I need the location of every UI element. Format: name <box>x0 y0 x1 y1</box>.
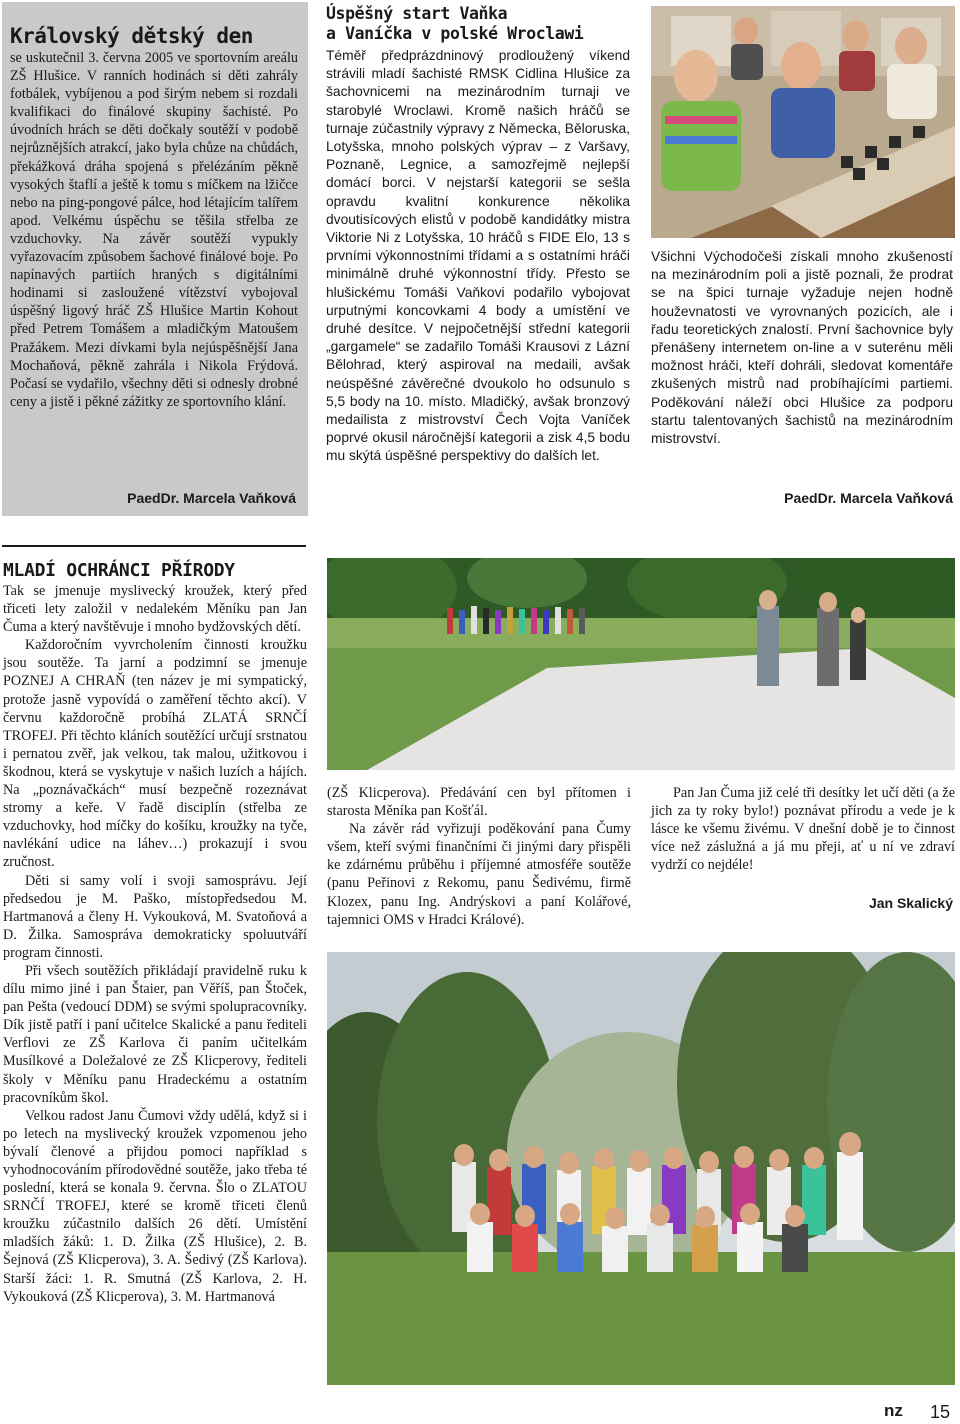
chess-photo-illustration <box>651 6 955 238</box>
article3-middle-paragraph-1: (ZŠ Klicperova). Předávání cen byl přítomen i starosta Měníka pan Košťál. <box>327 785 631 820</box>
article3-middle-paragraph-2: Na závěr rád vyřizuji poděkování pana Čumy všem, kteří svými finančními či jinými dary přispěli ke zdárnému průběhu i příjemné atmosféře soutěže (panu Peřinovi z Rekomu, panu Šedivému, firmě Klozex, panu Ing. Andrýskovi a paní Kolářové, tajemnici OMS v Hradci Králové). <box>327 821 631 928</box>
ceremony-photo-illustration <box>327 558 955 770</box>
article3-right-paragraph: Pan Jan Čuma již celé tři desítky let učí děti (a že jich za ty roky bylo!) poznávat přírodu a vede je k lásce ke všemu živému. V dnešní době je to činnost více než záslužná a já mu přeji, ať u ní ve zdraví vydrží co nejdéle! <box>651 785 955 874</box>
article2-body: Téměř předprázdninový prodloužený víkend strávili mladí šachisté RMSK Cidlina Hlušice za šachovnicemi na mezinárodním turnaji ve starobylé Wroclawi. Kromě našich hráčů se turnaje zúčastnily výpravy z Německa, Běloruska, Lotyšska, mnoho polských výprav – z Varšavy, Poznaně, Legnice, a samozřejmě nejlepší domácí borci. V nejstarší kategorii se sešla opravdu kvalitní konkurence několika dvoutisícových elistů v podobě kandidátky mistra Viktorie Ni z Lotyšska, 10 hráčů s FIDE Elo, 13 s prvními výkonnostními třídami a s ostatními hráči minimálně druhé výkonnostní třídy. Přesto se hlušickému Tomáši Vaňkovi podařilo vybojovat urputnými koncovkami 4 body a umístění ve druhé desítce. V nejpočetnější střední kategorii „gargamele“ se zadařilo Tomáši Krausovi z Lázní Bělohrad, který aspiroval na medaili, avšak neúspěšné závěrečné dvoukolo ho odsunulo s 5,5 body na 10. místo. Mladičký, avšak bronzový medailista z mistrovství Čech Vojta Vaníček poprvé okusil náročnější kategorii a zisk 4,5 bodu mu skýtá úspěšné perspektivy do dalších let. <box>326 48 630 464</box>
article3-paragraph-1: Tak se jmenuje myslivecký kroužek, který před třiceti lety založil v nedalekém Měníku pan Jan Čuma a který navštěvuje i mnoho bydžovských dětí. <box>3 583 307 636</box>
article2-title-line1: Úspěšný start Vaňka <box>326 4 508 23</box>
group-photo-illustration <box>327 952 955 1385</box>
section-divider <box>2 545 306 547</box>
article3-paragraph-5: Velkou radost Janu Čumovi vždy udělá, když si i po letech na myslivecký kroužek vzpomenou jeho bývalí členové a přijdou pomoci například s vyhodnocováním přírodovědné soutěže, jako třeba té poslední, která se konala 9. června. Šlo o ZLATOU SRNČÍ TROFEJ, které se kromě třiceti členů kroužku zúčastnilo dalších 26 dětí. Umístění mladších žáků: 1. D. Žilka (ZŠ Hlušice), 2. B. Šejnová (ZŠ Klicperova), 3. A. Šedivý (ZŠ Karlova). Starší žáci: 1. R. Smutná (ZŠ Karlova, 2. H. Vykouková (ZŠ Klicperova), 3. M. Hartmanová <box>3 1107 307 1305</box>
page-number: 15 <box>930 1402 951 1422</box>
article1-signature: PaedDr. Marcela Vaňková <box>127 490 296 506</box>
article3-title: MLADÍ OCHRÁNCI PŘÍRODY <box>3 560 235 581</box>
article2-signature: PaedDr. Marcela Vaňková <box>784 490 953 506</box>
article1-body: se uskutečnil 3. června 2005 ve sportovním areálu ZŠ Hlušice. V ranních hodinách si děti zahrály fotbálek, vybíjenou a pod širým nebem si rozdali kvalifikaci do finálové skupiny šachisté. Po úvodních hrách se děti dočkaly soutěží v podobě nejrůznějších atrakcí, jako byla chůze na chůdách, překážková dráha spojená s přelézáním pěkně vysokých štaflí a ještě k tomu s míčkem na lžičce nebo na ping-pongové pálce, hod létajícím talířem apod. Velkému úspěchu se těšila střelba ze vzduchovky. Na závěr soutěží vypukly vyřazovacím způsobem šachové finálové boje. Po napínavých partiích hraných s digitálními hodinami si zasloužené vítězství vybojoval úspěšný ligový hráč ZŠ Hlušice Martin Kohout před Petrem Tomášem a mladičkým Matoušem Pražákem. Mezi dívkami byla nejúspěšnější Jana Mochaňová, pěkně zahrála i Nikola Frýdová. Počasí se vydařilo, všechny děti si odnesly drobné ceny a jistě i pěkné zážitky ze sportovního klání. <box>10 50 298 410</box>
article3-paragraph-4: Při všech soutěžích přikládají pravidelně ruku k dílu mimo jiné i pan Štaier, pan Věříš, pan Štoček, pan Pešta (vedoucí DDM) se svými spolupracovníky. Dík jistě patří i paní učitelce Skalické a panu řediteli Verflovi ze ZŠ Karlova či paním učitelkám Musílkové a Doležalové ze ZŠ Klicperovy, řediteli školy v Měníku panu Hradeckému a ostatním pracovníkům škol. <box>3 962 307 1106</box>
article3-signature: Jan Skalický <box>868 895 953 911</box>
article3-paragraph-3: Děti si samy volí i svoji samosprávu. Její předsedou je M. Paško, místopředsedou M. Hartmanová a členy H. Vykouková, M. Svatoňová a D. Žilka. Samospráva demokraticky spoluutváří program činnosti. <box>3 872 307 961</box>
article2-continuation: Všichni Východočeši získali mnoho zkušeností na mezinárodním poli a jistě poznali, že prodrat se na špici turnaje vyžaduje nejen hodně houževnatosti ve vyrovnaných pozicích, ale i řadu teoretických znalostí. První šachovnice byly přenášeny internetem on-line a v suterénu měli možnost hráči, kteří dohráli, sledovat komentáře zkušených mistrů nad probíhajícími partiemi. Poděkování náleží obci Hlušice za podporu startu talentovaných šachistů na mezinárodním mistrovství. <box>651 249 953 447</box>
chess-tournament-photo <box>651 6 955 238</box>
article3-paragraph-2: Každoročním vyvrcholením činnosti kroužku jsou soutěže. Ta jarní a podzimní se jmenuje POZNEJ A CHRAŇ (ten název je mi sympatický, protože jasně vypovídá o zaměření těchto akcí). V červnu každoročně probíhá ZLATÁ SRNČÍ TROFEJ. Při těchto kláních soutěžící určují srstnatou i pernatou zvěř, jak velkou, tak malou, užitkovou i škodnou, která se vyskytuje v našich luzích a hájích. Na „poznávačkách“ musí bezpečně rozeznávat stromy a keře. V řadě disciplín (střelba ze vzduchovky, hod míčky do košíku, kroužky na tyče, navlékání udice na láhev…) prokazují i svou zručnost. <box>3 637 307 871</box>
article2-title-line2: a Vaníčka v polské Wroclawi <box>326 24 584 43</box>
article3-left-column <box>3 582 307 1306</box>
award-ceremony-photo <box>327 558 955 770</box>
article3-right-column <box>651 784 955 874</box>
magazine-logo: nz <box>884 1401 903 1420</box>
group-photo <box>327 952 955 1385</box>
article3-middle-column <box>327 784 631 929</box>
article1-title: Královský dětský den <box>10 24 253 48</box>
